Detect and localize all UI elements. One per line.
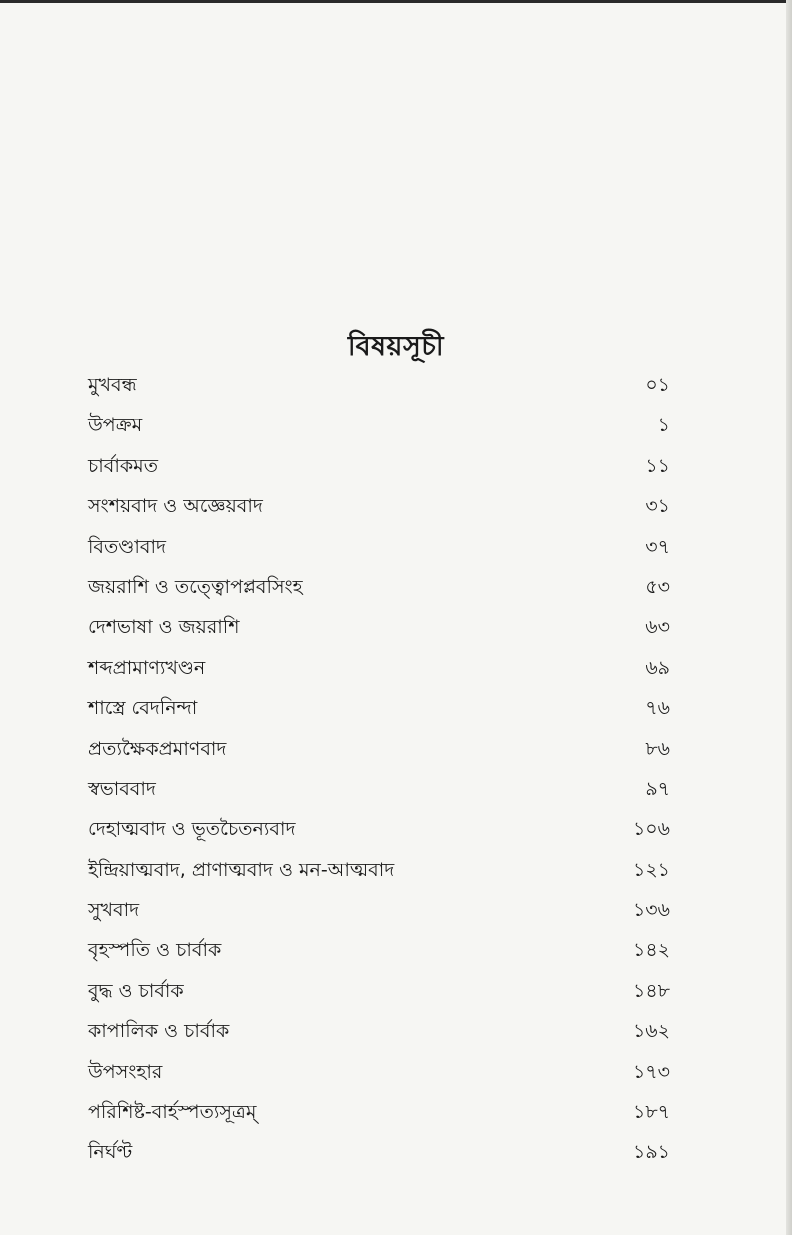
toc-entry [88,1098,670,1138]
toc-entry-page: ১১ [645,454,670,477]
toc-entry [88,1138,670,1178]
toc-entry-title: উপসংহার [88,1060,163,1083]
toc-entry [88,856,670,896]
toc-entry [88,492,670,532]
toc-entry-title: কাপালিক ও চার্বাক [88,1020,230,1043]
toc-entry [88,775,670,815]
toc-entry-title: উপক্রম [88,414,143,437]
toc-entry [88,371,670,411]
table-of-contents [88,371,670,1179]
toc-entry-page: ১৭৩ [632,1060,670,1083]
toc-entry [88,411,670,451]
toc-entry [88,694,670,734]
toc-entry-page: ১৪২ [632,939,670,962]
toc-entry [88,654,670,694]
toc-entry [88,735,670,775]
toc-entry-title: নির্ঘণ্ট [88,1141,133,1164]
toc-entry-page: ৭৬ [645,697,670,720]
toc-entry-title: পরিশিষ্ট-বার্হস্পত্যসূত্রম্ [88,1101,257,1124]
toc-entry-page: ৬৯ [645,656,670,679]
toc-entry-page: ১ [657,414,670,437]
toc-entry-page: ১৯১ [633,1141,670,1164]
toc-entry [88,815,670,855]
toc-entry [88,573,670,613]
toc-entry-page: ০১ [645,374,670,396]
toc-entry [88,1058,670,1098]
toc-entry [88,936,670,976]
toc-entry-title: স্বভাববাদ [88,777,156,800]
toc-entry [88,977,670,1017]
toc-entry-page: ৫৩ [645,575,670,598]
toc-entry-title: বুদ্ধ ও চার্বাক [88,979,184,1002]
toc-entry-title: শব্দপ্রামাণ্যখণ্ডন [88,656,206,679]
toc-entry [88,896,670,936]
toc-entry [88,613,670,653]
toc-entry-title: দেশভাষা ও জয়রাশি [88,616,240,639]
toc-entry-title: সংশয়বাদ ও অজ্ঞেয়বাদ [88,495,263,518]
toc-entry-page: ৩১ [645,495,670,518]
toc-entry-page: ৮৬ [645,737,670,760]
toc-entry-page: ৯৭ [645,777,670,800]
toc-entry [88,452,670,492]
toc-entry-page: ১৬২ [632,1020,670,1043]
toc-entry-title: বৃহস্পতি ও চার্বাক [88,939,222,962]
toc-entry-title: প্রত্যক্ষৈকপ্রমাণবাদ [88,737,227,760]
toc-entry-title: চার্বাকমত [88,454,158,477]
toc-entry [88,1017,670,1057]
toc-entry-title: দেহাত্মবাদ ও ভূতচৈতন্যবাদ [88,818,296,841]
toc-entry-title: মুখবন্ধ [88,374,137,396]
toc-entry-page: ১৩৬ [632,899,670,922]
toc-entry-title: সুখবাদ [88,899,140,922]
page-top-edge [0,0,792,3]
toc-entry-page: ৩৭ [645,535,670,558]
toc-entry-title: ইন্দ্রিয়াত্মবাদ, প্রাণাত্মবাদ ও মন-আত্মবাদ [88,858,395,881]
toc-entry-title: শাস্ত্রে বেদনিন্দা [88,697,198,720]
toc-entry [88,533,670,573]
toc-entry-page: ১২১ [632,858,670,881]
toc-entry-page: ১৮৭ [632,1101,670,1124]
page-right-edge [786,0,792,1235]
toc-entry-title: বিতণ্ডাবাদ [88,535,166,558]
toc-entry-page: ১৪৮ [633,979,670,1002]
toc-entry-title: জয়রাশি ও তত্ত্বোপপ্লবসিংহ [88,575,303,598]
toc-entry-page: ৬৩ [645,616,670,639]
toc-entry-page: ১০৬ [632,818,670,841]
page-title: বিষয়সূচী [347,331,445,363]
